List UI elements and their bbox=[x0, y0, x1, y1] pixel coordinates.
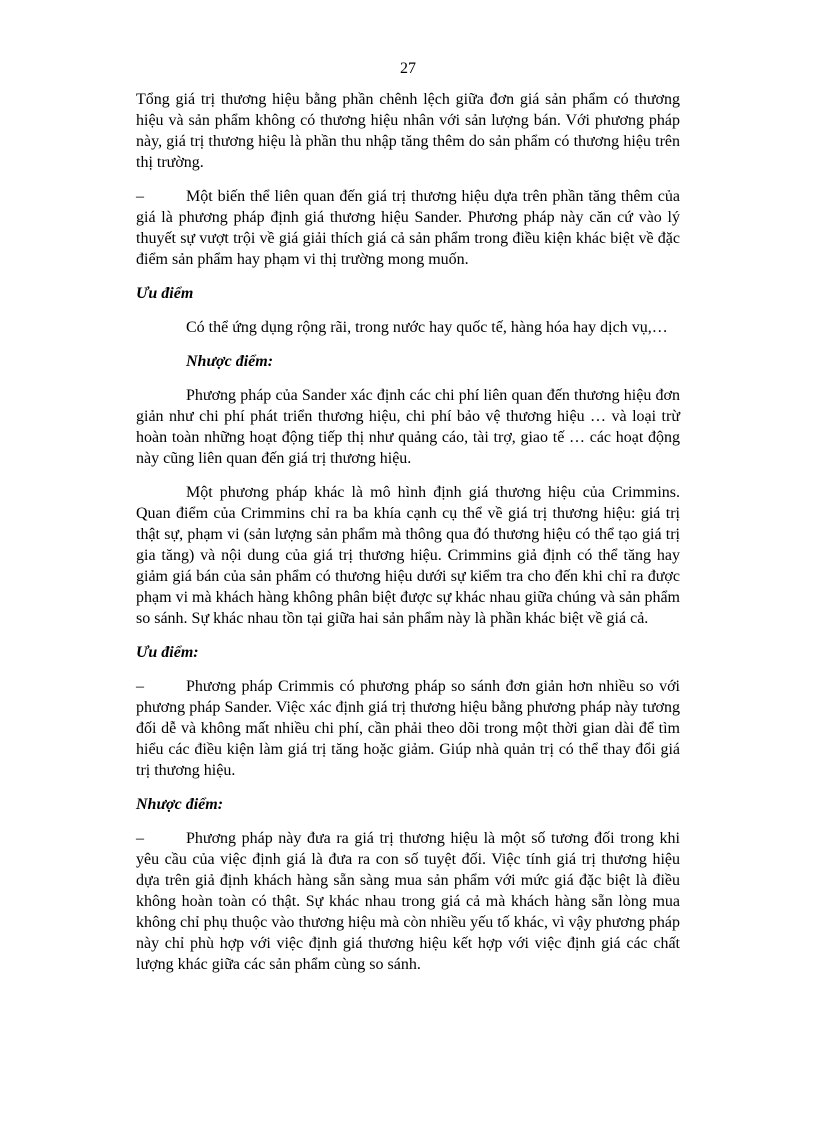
paragraph-7-text: Phương pháp này đưa ra giá trị thương hiệu là một số tương đối trong khi yêu cầu của việc định giá là đưa ra con số tuyệt đối. Việc tính giá trị thương hiệu dựa trên giả định khách hàng sẵn sàng mua sản phẩm với mức giá đặc biệt là điều không hoàn toàn có thật. Sự khác nhau trong giá cả mà khách hàng sẵn lòng mua không chỉ phụ thuộc vào thương hiệu mà còn nhiều yếu tố khác, vì vậy phương pháp này chỉ phù hợp với việc định giá thương hiệu kết hợp với việc định giá các chất lượng khác giữa các sản phẩm cùng so sánh. bbox=[136, 830, 680, 973]
heading-advantages-1: Ưu điểm bbox=[136, 285, 194, 302]
paragraph-3: Có thể ứng dụng rộng rãi, trong nước hay quốc tế, hàng hóa hay dịch vụ,… bbox=[186, 319, 668, 336]
heading-disadvantages-1: Nhược điểm: bbox=[186, 353, 274, 370]
paragraph-2-text: Một biến thể liên quan đến giá trị thương hiệu dựa trên phần tăng thêm của giá là phương pháp định giá thương hiệu Sander. Phương pháp này căn cứ vào lý thuyết sự vượt trội về giá giải thích giá cả sản phẩm trong điều kiện khác biệt về đặc điểm sản phẩm hay phạm vi thị trường mong muốn. bbox=[136, 188, 680, 268]
dash-bullet: – bbox=[136, 830, 144, 847]
paragraph-4: Phương pháp của Sander xác định các chi phí liên quan đến thương hiệu đơn giản như chi phí phát triển thương hiệu, chi phí bảo vệ thương hiệu … và loại trừ hoàn toàn những hoạt động tiếp thị như quảng cáo, tài trợ, giao tế … các hoạt động này cũng liên quan đến giá trị thương hiệu. bbox=[136, 387, 680, 467]
paragraph-5: Một phương pháp khác là mô hình định giá thương hiệu của Crimmins. Quan điểm của Crimmins chỉ ra ba khía cạnh cụ thể về giá trị thương hiệu: giá trị thật sự, phạm vi (sản lượng sản phẩm mà thông qua đó thương hiệu có thể tạo giá trị gia tăng) và nội dung của giá trị thương hiệu. Crimmins giả định có thể tăng hay giảm giá bán của sản phẩm có thương hiệu dưới sự kiểm tra cho đến khi chỉ ra được phạm vi mà khách hàng không phân biệt được sự khác nhau giữa chúng và sản phẩm so sánh. Sự khác nhau tồn tại giữa hai sản phẩm này là phần khác biệt về giá cả. bbox=[136, 484, 680, 627]
heading-disadvantages-2: Nhược điểm: bbox=[136, 796, 224, 813]
paragraph-6 bbox=[136, 676, 680, 781]
heading-advantages-2: Ưu điểm: bbox=[136, 644, 199, 661]
paragraph-7 bbox=[136, 828, 680, 975]
page-number: 27 bbox=[400, 60, 416, 77]
dash-bullet: – bbox=[136, 188, 144, 205]
paragraph-1: Tổng giá trị thương hiệu bằng phần chênh lệch giữa đơn giá sản phẩm có thương hiệu và sản phẩm không có thương hiệu nhân với sản lượng bán. Với phương pháp này, giá trị thương hiệu là phần thu nhập tăng thêm do sản phẩm có thương hiệu trên thị trường. bbox=[136, 91, 680, 171]
paragraph-6-text: Phương pháp Crimmis có phương pháp so sánh đơn giản hơn nhiều so với phương pháp Sander. Việc xác định giá trị thương hiệu bằng phương pháp này tương đối dễ và không mất nhiều chi phí, cần phải theo dõi trong một thời gian dài để tìm hiểu các điều kiện làm giá trị tăng hoặc giảm. Giúp nhà quản trị có thể thay đổi giá trị thương hiệu. bbox=[136, 678, 680, 779]
paragraph-2 bbox=[136, 186, 680, 270]
document-page bbox=[136, 58, 680, 975]
dash-bullet: – bbox=[136, 678, 144, 695]
